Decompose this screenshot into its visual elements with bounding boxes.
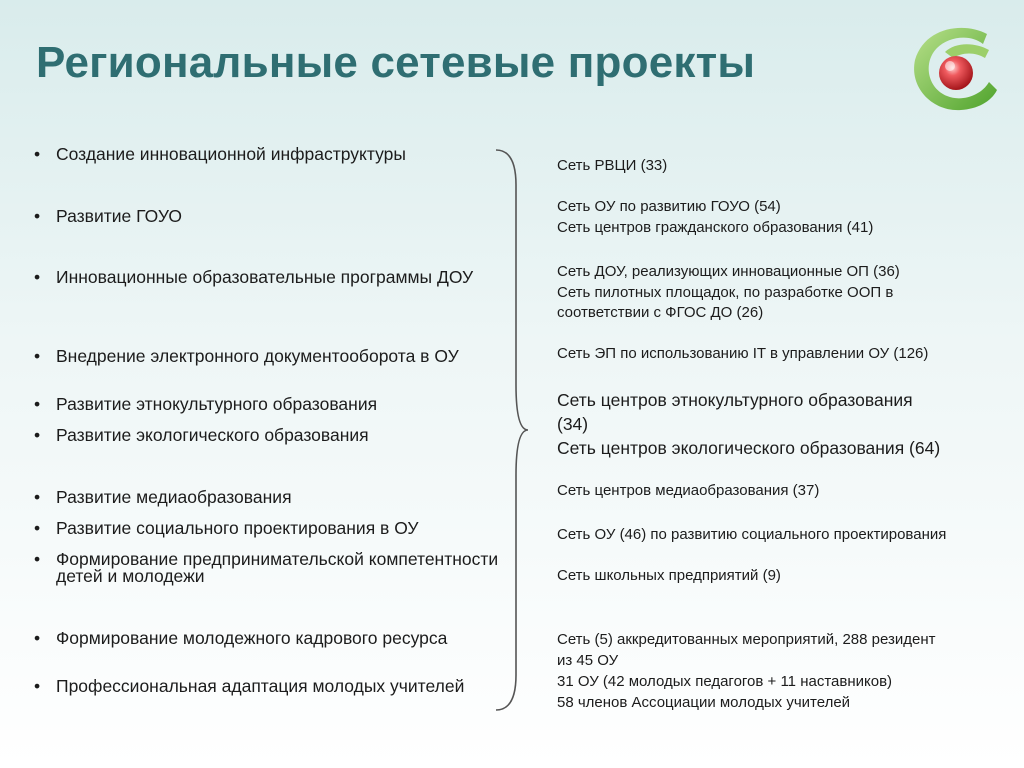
bullet: • bbox=[34, 394, 41, 414]
bullet: • bbox=[34, 346, 41, 366]
list-item: соответствии с ФГОС ДО (26) bbox=[557, 304, 764, 321]
list-item: 58 членов Ассоциации молодых учителей bbox=[557, 694, 851, 711]
list-item: из 45 ОУ bbox=[557, 652, 619, 669]
bullet: • bbox=[34, 628, 41, 648]
list-item: Сеть школьных предприятий (9) bbox=[557, 567, 781, 584]
list-item: Сеть (5) аккредитованных мероприятий, 288 резидент bbox=[557, 631, 936, 648]
list-item: • Формирование молодежного кадрового ресурса bbox=[34, 628, 448, 648]
list-item: Сеть ДОУ, реализующих инновационные ОП (36) bbox=[557, 263, 900, 280]
bullet: • bbox=[34, 425, 41, 445]
bullet: • bbox=[34, 518, 41, 538]
bullet: • bbox=[34, 549, 41, 569]
list-item: Сеть пилотных площадок, по разработке ООП в bbox=[557, 284, 894, 301]
slide-title: Региональные сетевые проекты bbox=[36, 38, 756, 87]
list-item: • Развитие социального проектирования в ОУ bbox=[34, 518, 419, 538]
list-item: • Внедрение электронного документооборота в ОУ bbox=[34, 346, 459, 366]
list-item: • Формирование предпринимательской компетентности детей и молодежи bbox=[34, 549, 499, 586]
list-item: • Развитие экологического образования bbox=[34, 425, 369, 445]
list-item: • Развитие ГОУО bbox=[34, 206, 182, 226]
list-item: (34) bbox=[557, 414, 589, 434]
list-item: Сеть центров гражданского образования (41) bbox=[557, 219, 874, 236]
list-item: • Развитие медиаобразования bbox=[34, 487, 292, 507]
list-item: Сеть центров медиаобразования (37) bbox=[557, 482, 820, 499]
bullet: • bbox=[34, 144, 41, 164]
bullet: • bbox=[34, 676, 41, 696]
list-item: Сеть ОУ (46) по развитию социального проектирования bbox=[557, 526, 947, 543]
list-item: • Создание инновационной инфраструктуры bbox=[34, 144, 406, 164]
list-item: Сеть центров этнокультурного образования bbox=[557, 390, 913, 410]
list-item: • Профессиональная адаптация молодых учителей bbox=[34, 676, 465, 696]
list-item: Сеть центров экологического образования (64) bbox=[557, 438, 941, 458]
bullet: • bbox=[34, 267, 41, 287]
list-item: • Развитие этнокультурного образования bbox=[34, 394, 378, 414]
list-item: Сеть ОУ по развитию ГОУО (54) bbox=[557, 198, 781, 215]
list-item: Сеть РВЦИ (33) bbox=[557, 157, 668, 174]
bullet: • bbox=[34, 487, 41, 507]
list-item: 31 ОУ (42 молодых педагогов + 11 наставников) bbox=[557, 673, 893, 690]
list-item: Сеть ЭП по использованию IT в управлении ОУ (126) bbox=[557, 345, 929, 362]
list-item: • Инновационные образовательные программы ДОУ bbox=[34, 267, 474, 287]
bullet: • bbox=[34, 206, 41, 226]
